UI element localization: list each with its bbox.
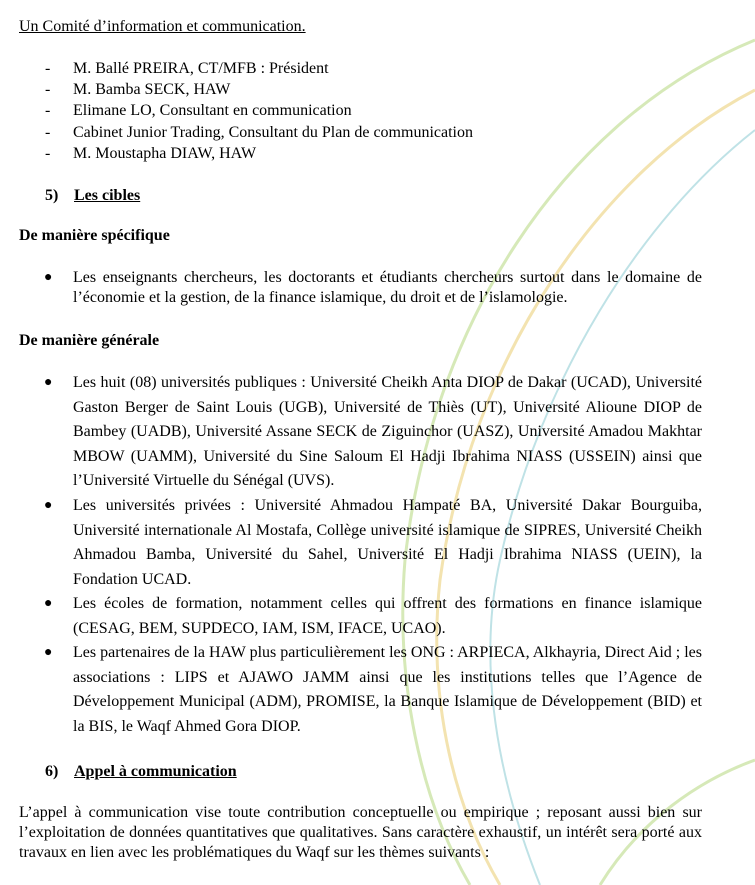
section-number: 5) <box>45 187 59 204</box>
bullet-marker: ● <box>44 645 53 660</box>
bullet-text: Les universités privées : Université Ahmadou Hampaté BA, Université Dakar Bourguiba, Université internationale Al Mostafa, Collège université islamique de SIPRES, Université Cheikh Ahmadou Bamba, Université du Sahel, Université El Hadji Ibrahima NIASS (UEIN), la Fondation UCAD. <box>73 497 702 588</box>
specific-heading: De manière spécifique <box>19 227 170 244</box>
member-text: M. Bamba SECK, HAW <box>73 81 231 98</box>
dash-marker: - <box>45 60 51 77</box>
dash-marker: - <box>45 81 51 98</box>
bullet-text: Les écoles de formation, notamment celles qui offrent des formations en finance islamique (CESAG, BEM, SUPDECO, IAM, ISM, IFACE, UCAO). <box>73 595 702 637</box>
bullet-text: Les huit (08) universités publiques : Université Cheikh Anta DIOP de Dakar (UCAD), Université Gaston Berger de Saint Louis (UGB), Université de Thiès (UT), Université Alioune DIOP de Bambey (UADB), Université Assane SECK de Ziguinchor (UASZ), Université Amadou Makhtar MBOW (UAMM), Université du Sine Saloum El Hadji Ibrahima NIASS (USSEIN) ainsi que l’Université Virtuelle du Sénégal (UVS). <box>73 374 702 489</box>
member-text: Elimane LO, Consultant en communication <box>73 102 352 119</box>
member-text: Cabinet Junior Trading, Consultant du Plan de communication <box>73 124 473 141</box>
call-paragraph: L’appel à communication vise toute contribution conceptuelle ou empirique ; reposant aussi bien sur l’exploitation de données quantitatives que qualitatives. Sans caractère exhaustif, un intérêt sera porté aux travaux en lien avec les problématiques du Waqf sur les thèmes suivants : <box>19 804 702 861</box>
section-title: Appel à communication <box>74 763 237 780</box>
bullet-marker: ● <box>44 498 53 513</box>
section-number: 6) <box>45 763 59 780</box>
general-heading: De manière générale <box>19 332 160 349</box>
bullet-text: Les partenaires de la HAW plus particulièrement les ONG : ARPIECA, Alkhayria, Direct Aid ; les associations : LIPS et AJAWO JAMM ainsi que les institutions telles que l’Agence de Développement Municipal (ADM), PROMISE, la Banque Islamique de Développement (BID) et la BIS, le Waqf Ahmed Gora DIOP. <box>73 644 702 735</box>
dash-marker: - <box>45 124 51 141</box>
committee-title: Un Comité d’information et communication. <box>19 18 306 35</box>
member-text: M. Ballé PREIRA, CT/MFB : Président <box>73 60 329 77</box>
dash-marker: - <box>45 102 51 119</box>
bullet-marker: ● <box>44 375 53 390</box>
bullet-marker: ● <box>44 596 53 611</box>
dash-marker: - <box>45 145 51 162</box>
section-title: Les cibles <box>74 187 141 204</box>
bullet-text: Les enseignants chercheurs, les doctorants et étudiants chercheurs surtout dans le domaine de l’économie et la gestion, de la finance islamique, du droit et de l’islamologie. <box>73 269 702 306</box>
bullet-marker: ● <box>44 270 53 285</box>
member-text: M. Moustapha DIAW, HAW <box>73 145 257 162</box>
